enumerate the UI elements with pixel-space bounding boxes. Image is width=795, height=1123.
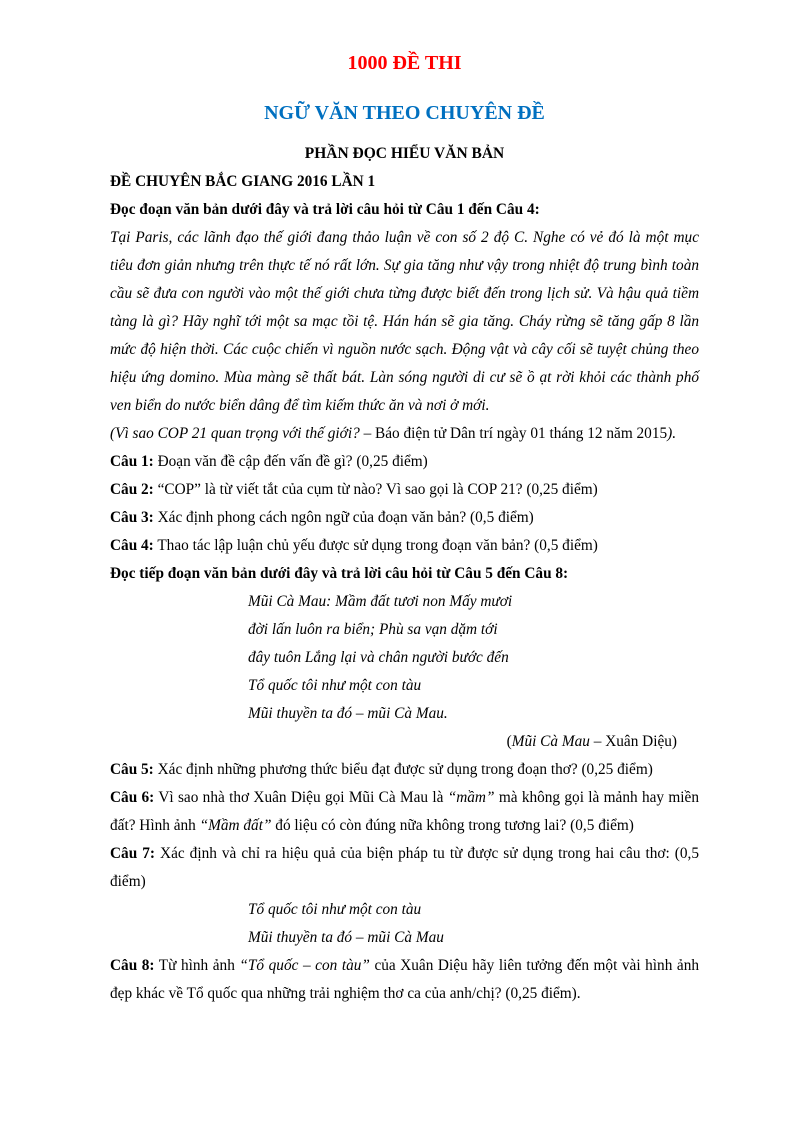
question-text: Thao tác lập luận chủ yếu được sử dụng trong đoạn văn bản? (0,5 điểm) <box>153 537 598 554</box>
poem-line: đời lấn luôn ra biển; Phù sa vạn dặm tới <box>248 621 498 638</box>
question-text: của Xuân Diệu hãy liên tưởng đến một vài hình ảnh đẹp khác về Tổ quốc qua những trải nghiệm thơ ca của anh/chị? (0,25 điểm). <box>110 957 699 1002</box>
source-rest: – Báo điện tử Dân trí ngày 01 tháng 12 năm 2015 <box>359 425 668 442</box>
poem-line: đây tuôn Lắng lại và chân người bước đến <box>248 649 509 666</box>
question-1 <box>110 448 699 476</box>
question-label: Câu 4: <box>110 537 154 554</box>
question-label: Câu 2: <box>110 481 154 498</box>
question-label: Câu 3: <box>110 509 154 526</box>
question-label: Câu 6: <box>110 789 155 806</box>
question-8 <box>110 952 699 1008</box>
quoted-term: “Mầm đất” <box>199 817 272 834</box>
question-label: Câu 1: <box>110 453 154 470</box>
poem-line: Mũi thuyền ta đó – mũi Cà Mau. <box>248 705 448 722</box>
quoted-verse <box>110 896 699 952</box>
exam-name: ĐỀ CHUYÊN BẮC GIANG 2016 LẦN 1 <box>110 173 376 190</box>
question-7 <box>110 840 699 896</box>
question-5 <box>110 756 699 784</box>
question-text: mà không gọi là mảnh hay miền đất? Hình ảnh <box>110 789 699 834</box>
subtitle: NGỮ VĂN THEO CHUYÊN ĐỀ <box>264 102 545 124</box>
question-label: Câu 8: <box>110 957 155 974</box>
passage-source <box>110 420 699 448</box>
main-title: 1000 ĐỀ THI <box>347 52 462 74</box>
poem-line: Mũi thuyền ta đó – mũi Cà Mau <box>248 929 444 946</box>
question-label: Câu 7: <box>110 845 155 862</box>
question-text: Vì sao nhà thơ Xuân Diệu gọi Mũi Cà Mau là <box>154 789 448 806</box>
poem-author: – Xuân Diệu) <box>589 733 677 750</box>
poem-title: Mũi Cà Mau <box>511 733 590 750</box>
poem-line: Tổ quốc tôi như một con tàu <box>248 901 422 918</box>
question-text: Xác định và chỉ ra hiệu quả của biện pháp tu từ được sử dụng trong hai câu thơ: (0,5 điểm) <box>110 845 699 890</box>
question-text: Xác định những phương thức biểu đạt được sử dụng trong đoạn thơ? (0,25 điểm) <box>153 761 653 778</box>
question-label: Câu 5: <box>110 761 154 778</box>
quoted-term: “mầm” <box>447 789 495 806</box>
question-3 <box>110 504 699 532</box>
question-4 <box>110 532 699 560</box>
quoted-term: “Tổ quốc – con tàu” <box>239 957 370 974</box>
poem-line: Mũi Cà Mau: Mầm đất tươi non Mấy mươi <box>248 593 513 610</box>
passage-text: Tại Paris, các lãnh đạo thế giới đang thảo luận về con số 2 độ C. Nghe có vẻ đó là một mục tiêu đơn giản nhưng trên thực tế nó rất lớn. Sự gia tăng như vậy trong nhiệt độ trung bình toàn cầu sẽ đưa con người vào một thế giới chưa từng được biết đến trong lịch sử. Và hậu quả tiềm tàng là gì? Hãy nghĩ tới một sa mạc tồi tệ. Hán hán sẽ gia tăng. Cháy rừng sẽ tăng gấp 8 lần mức độ hiện thời. Các cuộc chiến vì nguồn nước sạch. Động vật và cây cối sẽ tuyệt chủng theo hiệu ứng domino. Mùa màng sẽ thất bát. Làn sóng người di cư sẽ ồ ạt rời khỏi các thành phố ven biển do nước biển dâng để tìm kiếm thức ăn và nơi ở mới. <box>110 229 699 414</box>
source-title: (Vì sao COP 21 quan trọng với thế giới? <box>110 425 360 442</box>
part1-instruction: Đọc đoạn văn bản dưới đây và trả lời câu hỏi từ Câu 1 đến Câu 4: <box>110 201 540 218</box>
question-text: đó liệu có còn đúng nữa không trong tương lai? (0,5 điểm) <box>271 817 634 834</box>
poem-attribution: (Mũi Cà Mau – Xuân Diệu) <box>506 733 677 750</box>
poem-line: Tổ quốc tôi như một con tàu <box>248 677 422 694</box>
section-heading: PHẦN ĐỌC HIỂU VĂN BẢN <box>304 145 505 162</box>
poem-block <box>110 588 699 728</box>
question-text: Đoạn văn đề cập đến vấn đề gì? (0,25 điểm) <box>153 453 428 470</box>
question-6 <box>110 784 699 840</box>
question-2 <box>110 476 699 504</box>
source-close: ). <box>667 425 677 442</box>
part2-instruction: Đọc tiếp đoạn văn bản dưới đây và trả lời câu hỏi từ Câu 5 đến Câu 8: <box>110 565 569 582</box>
question-text: Từ hình ảnh <box>154 957 240 974</box>
question-text: “COP” là từ viết tắt của cụm từ nào? Vì sao gọi là COP 21? (0,25 điểm) <box>153 481 598 498</box>
question-text: Xác định phong cách ngôn ngữ của đoạn văn bản? (0,5 điểm) <box>153 509 534 526</box>
